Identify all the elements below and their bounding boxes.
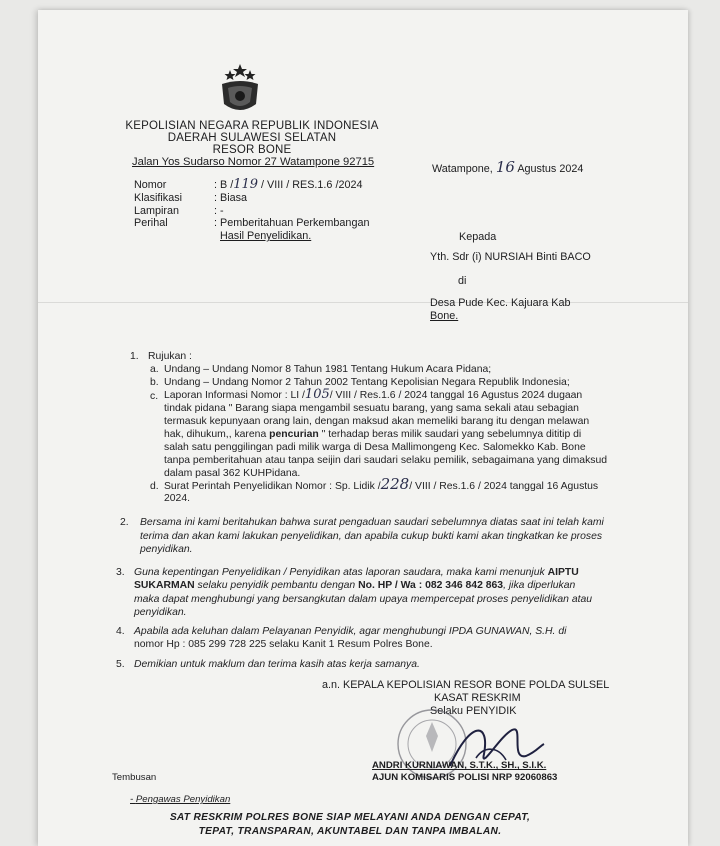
perihal-label: Perihal (134, 217, 168, 229)
item-c-line-4: hak, dihukum,, karena pencurian " terhadap beras milik saudari yang sebelumnya dititip di (164, 429, 582, 440)
item-d-handwritten: 228 (380, 475, 410, 493)
recipient-name: Yth. Sdr (i) NURSIAH Binti BACO (430, 251, 591, 263)
point-1-number: 1. (130, 351, 139, 362)
item-c-line-6: tanpa pemberitahuan atau tanpa seijin dari saudari selaku pemilik, sebagaimana yang dimaksud (164, 455, 608, 466)
item-c-line-3: termasuk kepunyaan orang lain, dengan maksud akan memeliki barang itu dengan melawan (164, 416, 590, 427)
tembusan-label: Tembusan (112, 772, 157, 783)
point-4-number: 4. (116, 626, 125, 637)
item-d-line-1: Surat Perintah Penyelidikan Nomor : Sp. Lidik /228/ VIII / Res.1.6 / 2024 tanggal 16 Agustus (164, 475, 599, 493)
signature-line-3: Selaku PENYIDIK (430, 705, 517, 717)
place: Watampone, (432, 163, 493, 175)
item-c-line-5: salah satu penggilingan padi milik warga di Desa Mallimongeng Kec. Salomekko Kab. Bone (164, 442, 586, 453)
item-c-line-2: tindak pidana " Barang siapa mengambil sesuatu barang, yang sama sekali atau sebagian (164, 403, 579, 414)
header-line-3: RESOR BONE (212, 144, 292, 156)
point-5-line-1: Demikian untuk maklum dan terima kasih atas kerja samanya. (134, 659, 420, 670)
footer-line-1: SAT RESKRIM POLRES BONE SIAP MELAYANI ANDA DENGAN CEPAT, (169, 812, 531, 823)
item-a-text: Undang – Undang Nomor 8 Tahun 1981 Tentang Hukum Acara Pidana; (164, 364, 492, 375)
point-3-line-3: maka dapat menghubungi yang bersangkutan dalam upaya mempercepat proses penyelidikan atau (134, 594, 593, 605)
point-2-line-2: terima dan akan kami lakukan penyelidikan, dan apabila cukup bukti kami akan tingkatkan ke proses (140, 531, 603, 542)
paper-fold-line (38, 302, 688, 303)
footer-line-2: TEPAT, TRANSPARAN, AKUNTABEL DAN TANPA IMBALAN. (198, 826, 502, 837)
point-2-number: 2. (120, 517, 129, 528)
item-c-line-7: dalam pasal 362 KUHPidana. (164, 468, 301, 479)
point-3-line-4: penyidikan. (134, 607, 187, 618)
point-5-number: 5. (116, 659, 125, 670)
klasifikasi-label: Klasifikasi (134, 192, 183, 204)
item-b-mark: b. (150, 377, 159, 388)
perihal-value-2: Hasil Penyelidikan. (220, 230, 312, 242)
item-a-mark: a. (150, 364, 159, 375)
header-address: Jalan Yos Sudarso Nomor 27 Watampone 92715 (132, 156, 375, 168)
nomor-label: Nomor (134, 179, 167, 191)
recipient-address-2: Bone. (430, 310, 459, 322)
kepada-label: Kepada (459, 231, 497, 243)
date-month-year: Agustus 2024 (517, 163, 584, 175)
point-3-number: 3. (116, 567, 125, 578)
signature-line-2: KASAT RESKRIM (434, 692, 521, 704)
item-c-mark: c. (150, 391, 159, 402)
tembusan-item: - Pengawas Penyidikan (130, 794, 231, 805)
place-date (432, 158, 583, 176)
item-c-line-1: Laporan Informasi Nomor : LI /105/ VIII / Res.1.6 / 2024 tanggal 16 Agustus 2024 dugaan (164, 387, 583, 402)
header-line-1: KEPOLISIAN NEGARA REPUBLIK INDONESIA (125, 120, 379, 132)
klasifikasi-value: : Biasa (214, 192, 248, 204)
point-2-line-3: penyidikan. (140, 544, 193, 555)
item-d-line-2: 2024. (164, 493, 191, 504)
recipient-di: di (458, 275, 467, 287)
lampiran-value: : - (214, 205, 224, 217)
nomor-handwritten: 119 (233, 177, 259, 192)
date-day-handwritten: 16 (495, 158, 515, 176)
item-d-mark: d. (150, 481, 159, 492)
point-4-line-1: Apabila ada keluhan dalam Pelayanan Penyidik, agar menghubungi IPDA GUNAWAN, S.H. di (134, 626, 567, 637)
point-3-line-2: SUKARMAN selaku penyidik pembantu dengan No. HP / Wa : 082 346 842 863, jika diperlukan (134, 580, 576, 591)
point-2-line-1: Bersama ini kami beritahukan bahwa surat pengaduan saudari sebelumnya diatas saat ini telah kami (140, 517, 604, 528)
lampiran-label: Lampiran (134, 205, 180, 217)
police-emblem-icon (212, 62, 268, 118)
perihal-value-1: : Pemberitahuan Perkembangan (214, 217, 370, 229)
item-c-handwritten: 105 (304, 387, 330, 402)
recipient-address-1: Desa Pude Kec. Kajuara Kab (430, 297, 571, 309)
point-1-title: Rujukan : (148, 351, 192, 362)
point-3-line-1: Guna kepentingan Penyelidikan / Penyidikan atas laporan saudara, maka kami menunjuk AIPTU (134, 567, 579, 578)
point-4-line-2: nomor Hp : 085 299 728 225 selaku Kanit 1 Resum Polres Bone. (134, 639, 433, 650)
signatory-name: ANDRI KURNIAWAN, S.T.K., SH., S.I.K. (372, 760, 547, 771)
signatory-rank: AJUN KOMISARIS POLISI NRP 92060863 (372, 772, 558, 783)
header-line-2: DAERAH SULAWESI SELATAN (167, 132, 337, 144)
item-b-text: Undang – Undang Nomor 2 Tahun 2002 Tentang Kepolisian Negara Republik Indonesia; (164, 377, 570, 388)
nomor-value: : B /119 / VIII / RES.1.6 /2024 (214, 177, 363, 192)
signature-line-1: a.n. KEPALA KEPOLISIAN RESOR BONE POLDA SULSEL (322, 679, 610, 691)
